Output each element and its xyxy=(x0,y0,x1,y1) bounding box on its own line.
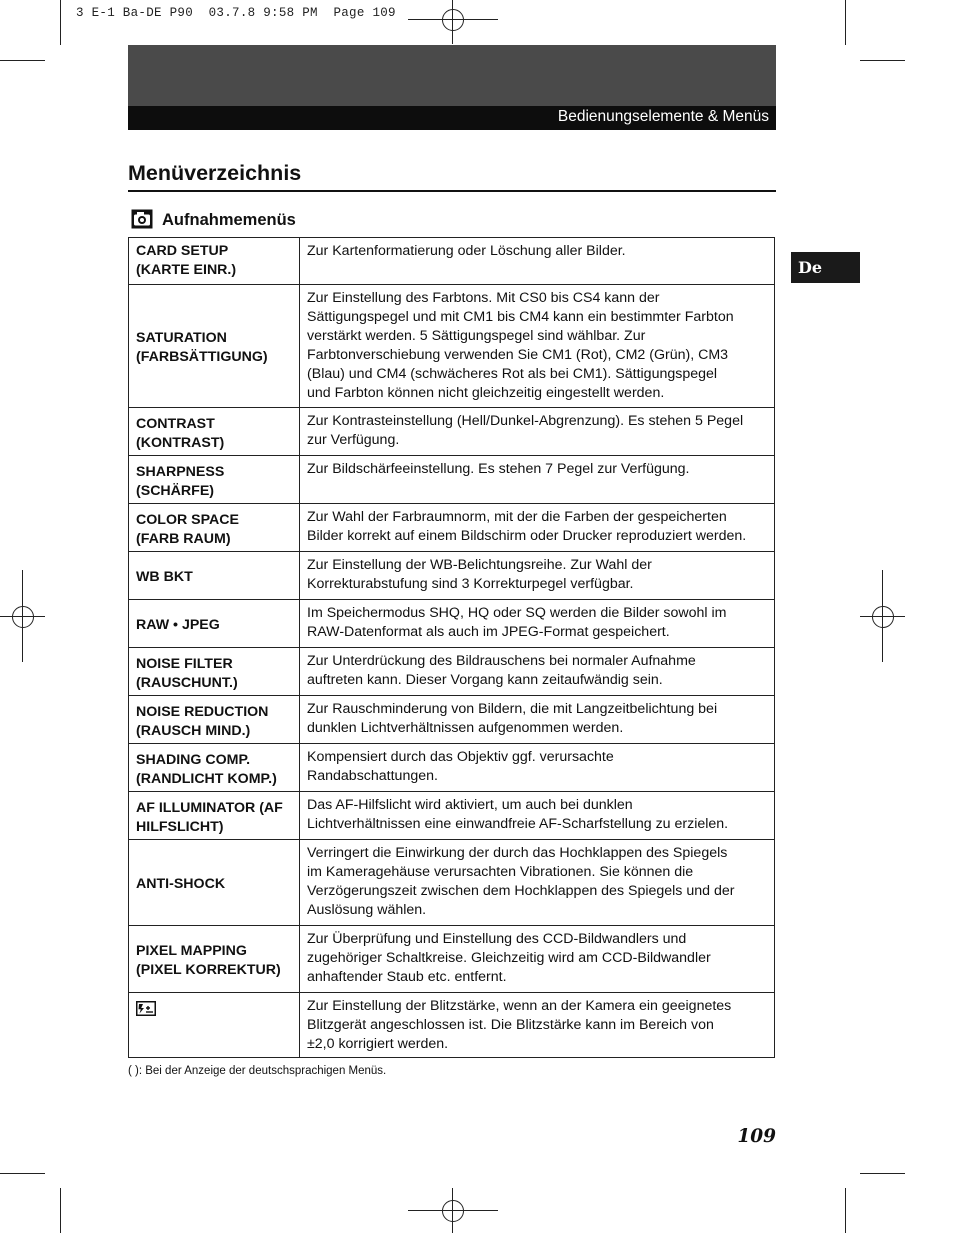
menu-item-label: CONTRAST xyxy=(136,415,215,432)
menu-item-name xyxy=(129,840,300,926)
description-line: Bilder korrekt auf einem Bildschirm oder Drucker reproduziert werden. xyxy=(307,528,747,544)
description-line: zur Verfügung. xyxy=(307,432,400,448)
menu-row xyxy=(129,456,775,504)
description-line: Zur Wahl der Farbraumnorm, mit der die Farben der gespeicherten xyxy=(307,509,727,525)
menu-item-label-de: (RAUSCHUNT.) xyxy=(136,674,238,691)
menu-item-label: NOISE REDUCTION xyxy=(136,703,269,720)
menu-item-description xyxy=(300,926,775,993)
description-line: RAW-Datenformat als auch im JPEG-Format gespeichert. xyxy=(307,624,670,640)
menu-item-description xyxy=(300,696,775,744)
menu-item-name xyxy=(129,504,300,552)
description-line: im Kameragehäuse verursachten Vibrationen. Sie können die xyxy=(307,864,694,880)
description-line: Zur Kartenformatierung oder Löschung aller Bilder. xyxy=(307,243,626,259)
page-title: Menüverzeichnis xyxy=(128,161,302,185)
crop-mark xyxy=(860,1173,905,1174)
menu-item-name xyxy=(129,238,300,285)
description-line: Das AF-Hilfslicht wird aktiviert, um auch bei dunklen xyxy=(307,797,633,813)
menu-item-label: SHADING COMP. xyxy=(136,751,251,768)
description-line: Zur Unterdrückung des Bildrauschens bei normaler Aufnahme xyxy=(307,653,696,669)
menu-item-label-de: (RANDLICHT KOMP.) xyxy=(136,770,277,787)
menu-item-description xyxy=(300,993,775,1058)
crop-mark xyxy=(0,1173,45,1174)
header-band xyxy=(128,45,776,107)
section-label-bar xyxy=(128,106,776,130)
menu-item-name xyxy=(129,648,300,696)
crop-mark xyxy=(60,0,61,45)
menu-item-label: CARD SETUP xyxy=(136,243,229,259)
menu-item-name xyxy=(129,408,300,456)
menu-item-name xyxy=(129,552,300,600)
registration-mark xyxy=(860,570,905,662)
menu-item-description xyxy=(300,552,775,600)
menu-item-name xyxy=(129,456,300,504)
print-header: 3 E-1 Ba-DE P90 03.7.8 9:58 PM Page 109 xyxy=(76,6,396,20)
menu-item-label: NOISE FILTER xyxy=(136,655,233,672)
section-label: Bedienungselemente & Menüs xyxy=(557,108,769,125)
menu-row xyxy=(129,792,775,840)
menu-item-description xyxy=(300,600,775,648)
menu-item-name xyxy=(129,600,300,648)
menu-item-label-de: HILFSLICHT) xyxy=(136,818,224,835)
description-line: zugehöriger Schaltkreise. Gleichzeitig wird am CCD-Bildwandler xyxy=(307,950,711,966)
menu-item-name xyxy=(129,696,300,744)
menu-item-label: RAW • JPEG xyxy=(136,617,220,633)
menu-item-label-de: (SCHÄRFE) xyxy=(136,482,215,499)
description-line: Verringert die Einwirkung der durch das Hochklappen des Spiegels xyxy=(307,845,728,861)
registration-mark xyxy=(408,1188,498,1233)
menu-row xyxy=(129,408,775,456)
description-line: Randabschattungen. xyxy=(307,768,438,784)
registration-mark xyxy=(0,570,45,662)
menu-row xyxy=(129,696,775,744)
menu-item-label-de: (RAUSCH MIND.) xyxy=(136,722,251,739)
menu-item-description xyxy=(300,408,775,456)
description-line: ±2,0 korrigiert werden. xyxy=(307,1036,449,1052)
crop-mark xyxy=(845,1188,846,1233)
menu-item-name xyxy=(129,926,300,993)
menu-row xyxy=(129,648,775,696)
crop-mark xyxy=(845,0,846,45)
crop-mark xyxy=(860,60,905,61)
language-tab: De xyxy=(791,252,860,283)
section-title: Aufnahmemenüs xyxy=(162,211,296,229)
description-line: Zur Überprüfung und Einstellung des CCD-Bildwandlers und xyxy=(307,931,687,947)
menu-item-name xyxy=(129,792,300,840)
menu-row xyxy=(129,993,775,1058)
camera-icon xyxy=(131,209,153,229)
title-rule xyxy=(128,190,776,192)
menu-item-label-de: (FARB RAUM) xyxy=(136,530,231,547)
description-line: dunklen Lichtverhältnissen aufgenommen werden. xyxy=(307,720,624,736)
description-line: und Farbton können nicht gleichzeitig eingestellt werden. xyxy=(307,385,665,401)
menu-row xyxy=(129,926,775,993)
description-line: Zur Einstellung des Farbtons. Mit CS0 bis CS4 kann der xyxy=(307,290,660,306)
description-line: Kompensiert durch das Objektiv ggf. verursachte xyxy=(307,749,614,765)
menu-item-label: SATURATION xyxy=(136,330,227,346)
description-line: Zur Rauschminderung von Bildern, die mit Langzeitbelichtung bei xyxy=(307,701,718,717)
menu-item-name xyxy=(129,285,300,408)
menu-item-label: SHARPNESS xyxy=(136,463,225,480)
menu-item-name xyxy=(129,744,300,792)
menu-item-description xyxy=(300,648,775,696)
description-line: (Blau) und CM4 (schwächeres Rot als bei CM1). Sättigungspegel xyxy=(307,366,718,382)
description-line: Zur Kontrasteinstellung (Hell/Dunkel-Abgrenzung). Es stehen 5 Pegel xyxy=(307,413,744,429)
description-line: Blitzgerät angeschlossen ist. Die Blitzstärke kann im Bereich von xyxy=(307,1017,714,1033)
menu-row xyxy=(129,600,775,648)
description-line: Farbtonverschiebung verwenden Sie CM1 (Rot), CM2 (Grün), CM3 xyxy=(307,347,729,363)
menu-item-description xyxy=(300,456,775,504)
menu-table xyxy=(128,237,775,1058)
menu-item-description xyxy=(300,504,775,552)
page-number: 109 xyxy=(737,1126,776,1147)
description-line: Korrekturabstufung sind 3 Korrekturpegel verfügbar. xyxy=(307,576,634,592)
description-line: anhaftender Staub etc. entfernt. xyxy=(307,969,507,985)
menu-item-name xyxy=(129,993,300,1058)
menu-row xyxy=(129,238,775,285)
description-line: Zur Einstellung der WB-Belichtungsreihe. Zur Wahl der xyxy=(307,557,652,573)
menu-item-description xyxy=(300,238,775,285)
description-line: Auslösung wählen. xyxy=(307,902,427,918)
menu-item-label: WB BKT xyxy=(136,569,193,585)
menu-item-description xyxy=(300,840,775,926)
menu-item-label-de: (KONTRAST) xyxy=(136,434,225,451)
menu-item-label-de: (FARBSÄTTIGUNG) xyxy=(136,349,268,365)
description-line: Verzögerungszeit zwischen dem Hochklappen des Spiegels und der xyxy=(307,883,735,899)
description-line: Zur Einstellung der Blitzstärke, wenn an der Kamera ein geeignetes xyxy=(307,998,732,1014)
menu-row xyxy=(129,504,775,552)
menu-item-label-de: (PIXEL KORREKTUR) xyxy=(136,962,281,978)
description-line: Lichtverhältnissen eine einwandfreie AF-Scharfstellung zu erzielen. xyxy=(307,816,729,832)
menu-row xyxy=(129,285,775,408)
footnote: ( ): Bei der Anzeige der deutschsprachigen Menüs. xyxy=(128,1065,387,1077)
registration-mark xyxy=(408,0,498,45)
menu-item-label: AF ILLUMINATOR (AF xyxy=(136,799,283,816)
flash-intensity-icon xyxy=(136,1001,156,1016)
menu-item-description xyxy=(300,285,775,408)
crop-mark xyxy=(0,60,45,61)
description-line: auftreten kann. Dieser Vorgang kann zeitaufwändig sein. xyxy=(307,672,663,688)
menu-row xyxy=(129,840,775,926)
description-line: verstärkt werden. 5 Sättigungspegel sind wählbar. Zur xyxy=(307,328,646,344)
menu-item-label-de: (KARTE EINR.) xyxy=(136,262,237,278)
description-line: Sättigungspegel und mit CM1 bis CM4 kann ein bestimmter Farbton xyxy=(307,309,734,325)
menu-item-label: ANTI-SHOCK xyxy=(136,876,226,892)
menu-item-label: PIXEL MAPPING xyxy=(136,943,247,959)
crop-mark xyxy=(60,1188,61,1233)
menu-item-label: COLOR SPACE xyxy=(136,511,239,528)
menu-row xyxy=(129,744,775,792)
menu-item-description xyxy=(300,744,775,792)
menu-row xyxy=(129,552,775,600)
menu-item-description xyxy=(300,792,775,840)
description-line: Im Speichermodus SHQ, HQ oder SQ werden die Bilder sowohl im xyxy=(307,605,727,621)
description-line: Zur Bildschärfeeinstellung. Es stehen 7 Pegel zur Verfügung. xyxy=(307,461,690,477)
